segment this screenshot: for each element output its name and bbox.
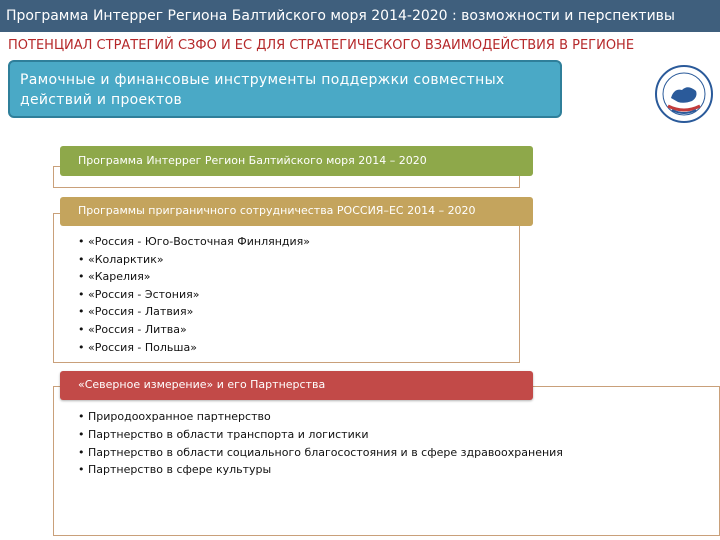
section-1-label: Программа Интеррег Регион Балтийского моря 2014 – 2020 xyxy=(78,154,427,167)
emblem-icon xyxy=(654,64,714,124)
section-1-bar xyxy=(60,146,533,176)
list-item: • «Россия - Юго-Восточная Финляндия» xyxy=(78,235,311,248)
page-subtitle: ПОТЕНЦИАЛ СТРАТЕГИЙ СЗФО И ЕС ДЛЯ СТРАТЕГИЧЕСКОГО ВЗАИМОДЕЙСТВИЯ В РЕГИОНЕ xyxy=(8,38,635,53)
section-2-label: Программы приграничного сотрудничества РОССИЯ–ЕС 2014 – 2020 xyxy=(78,204,476,217)
list-item: • «Россия - Латвия» xyxy=(78,305,194,319)
callout-text: Рамочные и финансовые инструменты поддержки совместных действий и проектов xyxy=(20,72,505,108)
callout-box xyxy=(8,60,562,118)
list-item: • «Карелия» xyxy=(78,270,151,284)
section-2-bar xyxy=(60,197,533,226)
list-item: • «Россия - Эстония» xyxy=(78,287,200,301)
list-item: • Природоохранное партнерство xyxy=(78,410,271,423)
section-2-list xyxy=(78,233,310,356)
list-item: • Партнерство в области социального благосостояния и в сфере здравоохранения xyxy=(78,445,563,459)
section-3-list xyxy=(78,408,563,479)
list-item: • «Россия - Польша» xyxy=(78,340,197,354)
list-item: • Партнерство в области транспорта и логистики xyxy=(78,427,369,441)
list-item: • Партнерство в сфере культуры xyxy=(78,463,272,477)
section-3-bar xyxy=(60,371,533,400)
section-3-label: «Северное измерение» и его Партнерства xyxy=(78,378,326,391)
page-title: Программа Интеррег Региона Балтийского моря 2014-2020 : возможности и перспективы xyxy=(0,0,720,32)
list-item: • «Коларктик» xyxy=(78,252,164,266)
list-item: • «Россия - Литва» xyxy=(78,322,187,336)
